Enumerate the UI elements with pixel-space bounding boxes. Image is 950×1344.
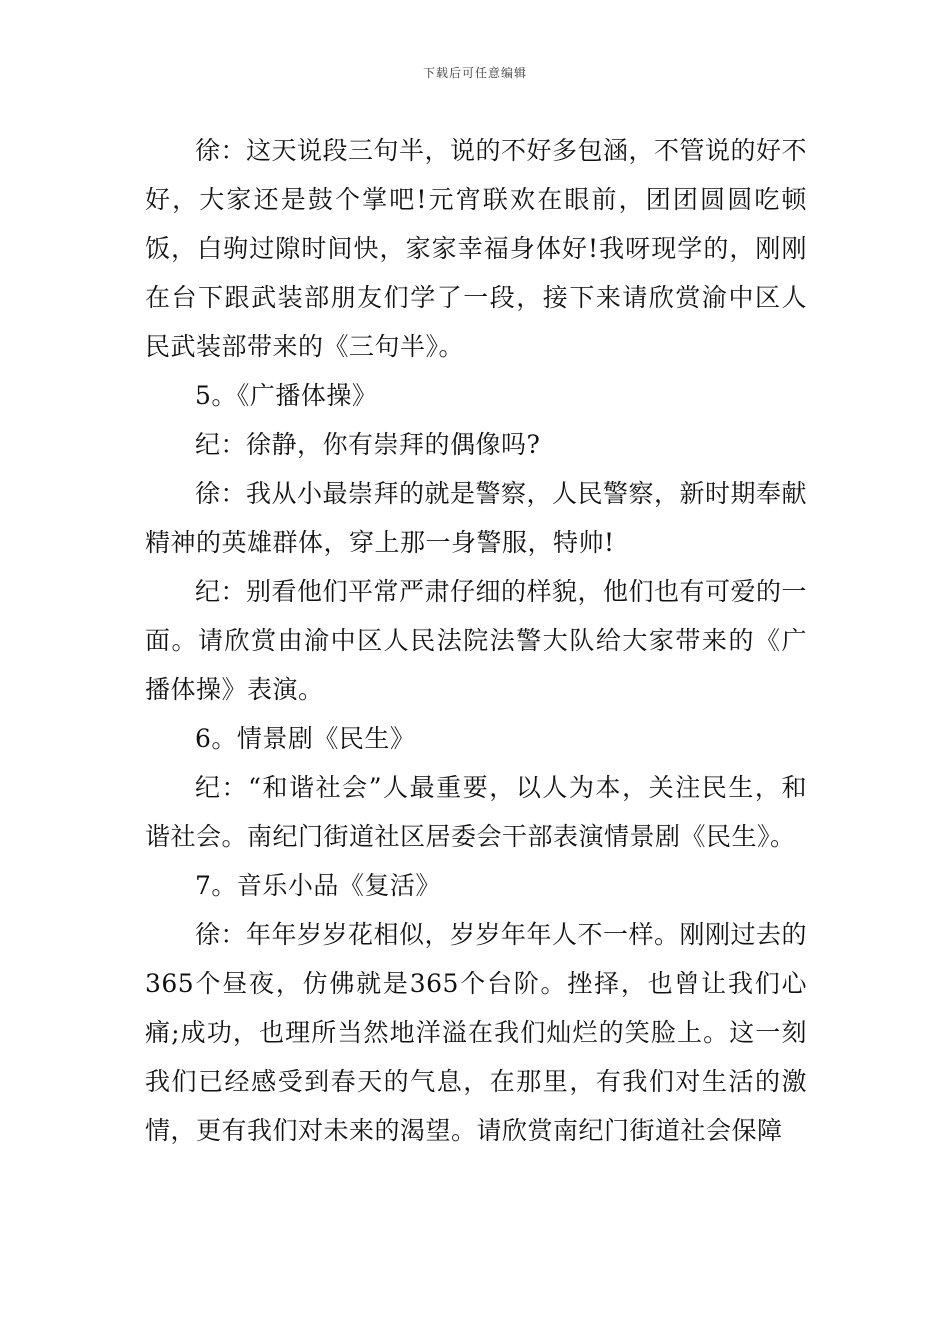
paragraph-ji-question: 纪：徐静，你有崇拜的偶像吗? (195, 430, 541, 459)
page-header: 下载后可任意编辑 (422, 66, 527, 80)
heading-item-6: 6。情景剧《民生》 (195, 724, 416, 753)
paragraph-xu-police: 徐：我从小最崇拜的就是警察，人民警察，新时期奉献精神的英雄群体，穿上那一身警服，特帅! (145, 479, 808, 557)
paragraph-xu-new-year: 徐：年年岁岁花相似，岁岁年年人不一样。刚刚过去的365个昼夜，仿佛就是365个台阶。挫择，也曾让我们心痛;成功，也理所当然地洋溢在我们灿烂的笑脸上。这一刻我们已经感受到春天的气息，在那里，有我们对生活的激情，更有我们对未来的渴望。请欣赏南纪门街道社会保障 (145, 920, 808, 1145)
document-body (145, 126, 807, 1155)
heading-item-5: 5。《广播体操》 (195, 381, 378, 410)
paragraph-xu-sanjuban: 徐：这天说段三句半，说的不好多包涵，不管说的好不好，大家还是鼓个掌吧!元宵联欢在眼前，团团圆圆吃顿饭，白驹过隙时间快，家家幸福身体好!我呀现学的，刚刚在台下跟武装部朋友们学了一段，接下来请欣赏渝中区人民武装部带来的《三句半》。 (145, 136, 808, 361)
heading-item-7: 7。音乐小品《复活》 (195, 871, 441, 900)
paragraph-ji-harmony: 纪：“和谐社会”人最重要，以人为本，关注民生，和谐社会。南纪门街道社区居委会干部表演情景剧《民生》。 (145, 773, 807, 851)
paragraph-ji-broadcast-exercise: 纪：别看他们平常严肃仔细的样貌，他们也有可爱的一面。请欣赏由渝中区人民法院法警大队给大家带来的《广播体操》表演。 (145, 577, 808, 704)
